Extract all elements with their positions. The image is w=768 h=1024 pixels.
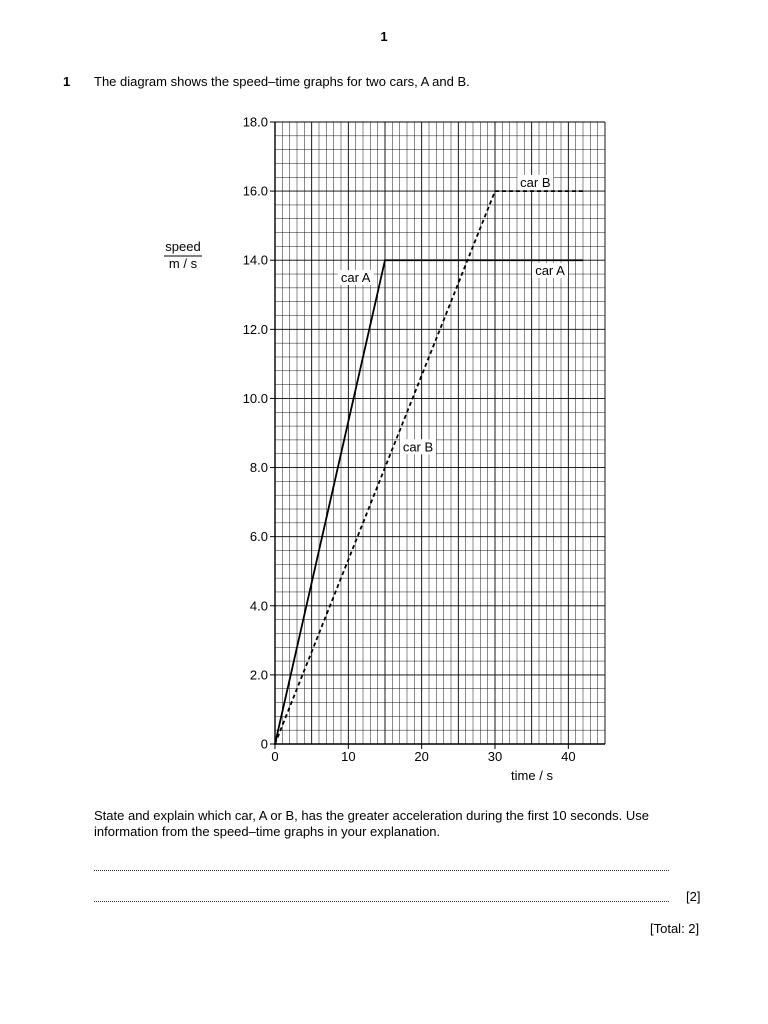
question-prompt: State and explain which car, A or B, has the greater acceleration during the first 10 seconds. Use information from the speed–time graphs in your explanation. [94,808,649,839]
y-tick-label: 8.0 [249,460,268,476]
x-tick-label: 40 [561,749,576,764]
y-tick-label: 0 [260,736,268,752]
y-axis-label-numerator: speed [165,239,201,254]
y-tick-label: 14.0 [242,252,268,268]
question-intro: The diagram shows the speed–time graphs for two cars, A and B. [94,74,470,89]
car-B-series-label: car B [520,174,551,190]
y-tick-label: 2.0 [249,667,268,683]
x-tick-label: 0 [271,749,279,764]
car-A-series-label: car A [535,263,565,279]
y-tick-label: 12.0 [242,321,268,337]
marks-label: [2] [686,889,701,904]
x-tick-label: 30 [487,749,503,764]
answer-line-1[interactable] [94,860,669,871]
total-marks-label: [Total: 2] [650,921,700,936]
x-tick-label: 10 [341,749,356,764]
y-tick-label: 18.0 [242,114,268,130]
answer-line-2[interactable] [94,891,669,902]
x-axis-label: time / s [511,768,553,783]
y-tick-label: 6.0 [249,529,268,545]
question-number: 1 [63,74,71,89]
y-axis-label-denominator: m / s [168,256,198,271]
x-tick-label: 20 [414,749,429,764]
y-tick-label: 16.0 [242,183,268,199]
y-tick-label: 4.0 [249,598,268,614]
car-A-series-label: car A [340,270,371,285]
page-number: 1 [380,29,388,44]
y-tick-label: 10.0 [242,390,268,406]
car-B-series-label: car B [402,439,434,455]
